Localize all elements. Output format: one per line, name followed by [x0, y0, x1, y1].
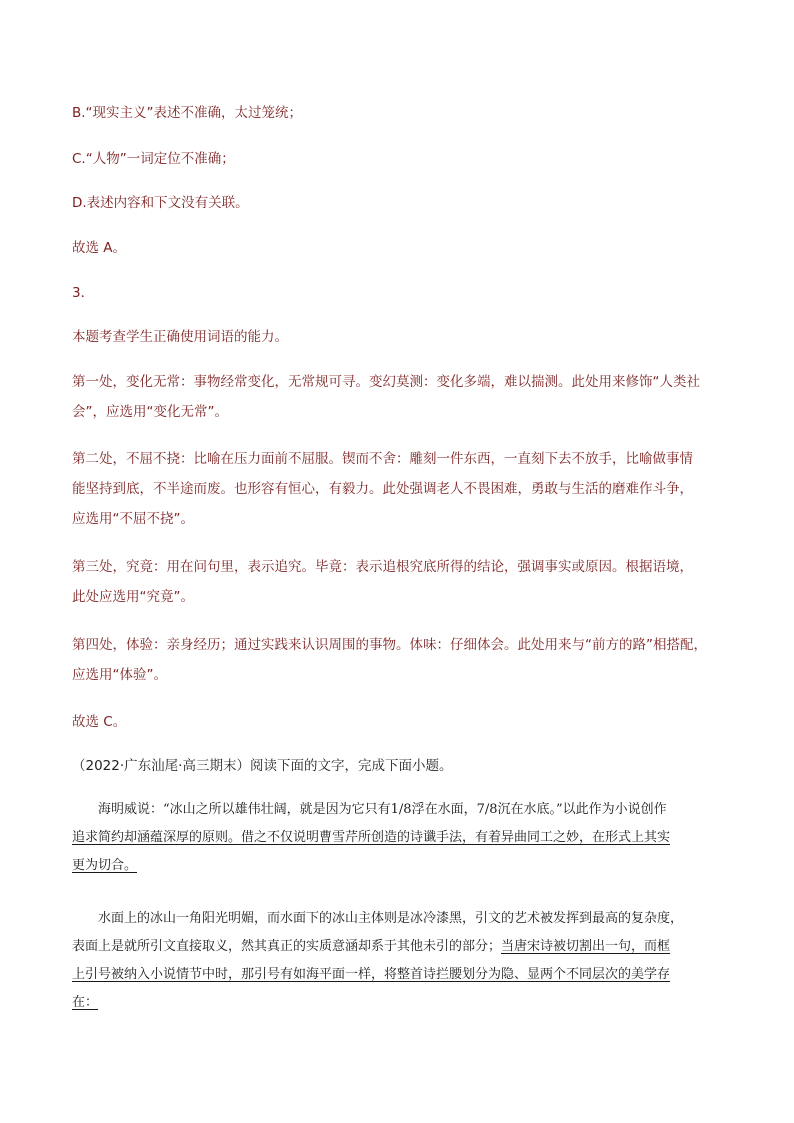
passage-line: 水面上的冰山一角阳光明媚，而水面下的冰山主体则是冰冷漆黑，引文的艺术被发挥到最高的复杂度，: [98, 911, 684, 926]
q3-intro: 本题考查学生正确使用词语的能力。: [72, 329, 288, 345]
passage-paragraph-2: [72, 905, 732, 1017]
q3-point-4: [72, 630, 732, 690]
passage-line: 海明威说：“冰山之所以雄伟壮阔，就是因为它只有1/8浮在水面，7/8沉在水底。”以此作为小说创作: [98, 802, 667, 817]
question-number-3: 3．: [72, 285, 95, 301]
q3-point-2-line: 能坚持到底，不半途而废。也形容有恒心，有毅力。此处强调老人不畏困难，勇敢与生活的磨难作斗争，: [72, 481, 693, 497]
passage-line-underlined-part: 当唐宋诗被切割出一句，而框: [501, 939, 671, 954]
passage-line-underlined: 在：: [72, 995, 99, 1010]
q3-point-1: [72, 367, 732, 427]
q3-point-2-line: 应选用“不屈不挠”。: [72, 511, 194, 527]
q3-point-3-line: 第三处，究竟：用在问句里，表示追究。毕竟：表示追根究底所得的结论，强调事实或原因。根据语境，: [72, 559, 693, 575]
option-b-explanation: B.“现实主义”表述不准确，太过笼统；: [72, 105, 303, 121]
question-source-line: （2022·广东汕尾·高三期末）阅读下面的文字，完成下面小题。: [72, 758, 453, 774]
option-c-explanation: C.“人物”一词定位不准确；: [72, 151, 235, 167]
q3-point-3-line: 此处应选用“究竟”。: [72, 589, 194, 605]
q3-point-1-line: 第一处，变化无常：事物经常变化，无常规可寻。变幻莫测：变化多端，难以揣测。此处用来修饰“人类社: [72, 374, 700, 390]
passage-line: [72, 933, 732, 961]
passage-paragraph-1: [72, 796, 732, 880]
q3-point-3: [72, 552, 732, 612]
passage-line-plain-part: 表面上是就所引文直接取义，然其真正的实质意涵却系于其他未引的部分；: [72, 939, 502, 954]
q3-point-2: [72, 444, 732, 534]
q3-point-2-line: 第二处，不屈不挠：比喻在压力面前不屈服。锲而不舍：雕刻一件东西，一直刻下去不放手，比喻做事情: [72, 451, 693, 467]
passage-line-underlined: 上引号被纳入小说情节中时，那引号有如海平面一样，将整首诗拦腰划分为隐、显两个不同层次的美学存: [72, 967, 671, 982]
q3-point-1-line: 会”，应选用“变化无常”。: [72, 404, 228, 420]
answer-q3: 故选 C。: [72, 714, 127, 730]
q3-point-4-line: 应选用“体验”。: [72, 667, 167, 683]
passage-line-underlined: 追求简约却涵蕴深厚的原则。借之不仅说明曹雪芹所创造的诗谶手法，有着异曲同工之妙，在形式上其实: [72, 830, 671, 845]
option-d-explanation: D.表述内容和下文没有关联。: [72, 195, 249, 211]
answer-q2: 故选 A。: [72, 240, 127, 256]
passage-line-underlined: 更为切合。: [72, 858, 138, 873]
q3-point-4-line: 第四处，体验：亲身经历；通过实践来认识周围的事物。体味：仔细体会。此处用来与“前方的路”相搭配，: [72, 637, 707, 653]
